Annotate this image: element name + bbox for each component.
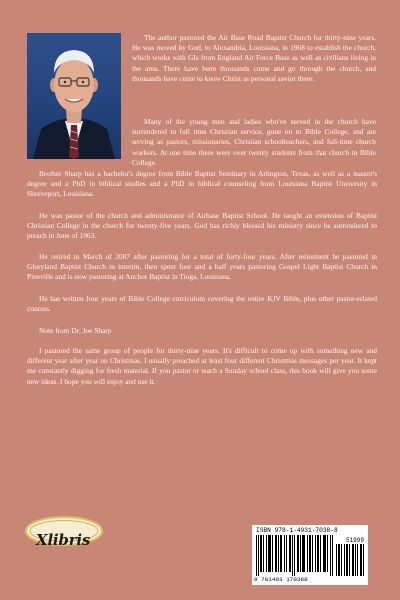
bio-paragraph-4: He was pastor of the church and administrator of Airbase Baptist School. He taught an extension of Baptist Christian College in the church for twenty-five years. God has richly blessed his ministry since he surrendered to preach in June of 1963. xyxy=(27,211,377,241)
price-addon-bars xyxy=(336,544,364,576)
isbn-barcode xyxy=(252,525,368,585)
price-code: 51999 xyxy=(345,537,364,544)
author-photo xyxy=(27,33,121,159)
bio-paragraph-6: He has written four years of Bible College curriculum covering the entire KJV Bible, plus other pastor-related courses. xyxy=(27,294,377,314)
note-text: I pastored the same group of people for thirty-nine years. It's difficult to come up with something new and different year after year on Christmas. I usually preached at least four different Christmas messages per year. It kept me constantly digging for fresh material. If you pastor or teach a Sunday school class, this book will give you some new ideas. I hope you will enjoy and use it. xyxy=(27,346,377,386)
author-portrait-image xyxy=(27,33,121,159)
ean-barcode-bars xyxy=(256,535,334,576)
bio-paragraph-1: The author pastored the Air Base Road Baptist Church for thirty-nine years. He was moved by God, to Alexandria, Louisiana, in 1968 to establish the church, which works with GIs from England Air Force Base as well as civilians living in the area. There have been thousands come and go through the church, and thousands have come to know Christ as personal savior there. xyxy=(132,33,376,83)
note-heading: Note from Dr. Joe Sharp xyxy=(39,326,112,335)
isbn-label: ISBN 978-1-4931-7038-8 xyxy=(256,527,338,534)
ean-digits: 9 781493 170388 xyxy=(254,576,308,583)
bio-paragraph-2: Many of the young men and ladies who've served in the church have surrendered to full time Christian service, gone on to Bible College, and are serving as pastors, missionaries, Christian schoolteachers, and full-time church workers. At one time there were over twenty students from that church in Bible College. xyxy=(132,117,376,167)
bio-paragraph-5: He retired in March of 2007 after pastoring for a total of forty-four years. After retirement he pastored in Gloryland Baptist Church in interim, then spent four and a half years pastoring Gospel Light Baptist Church in Pineville and is now pastoring at Anchor Baptist in Tioga, Louisiana. xyxy=(27,252,377,282)
publisher-logo-text: Xlibris xyxy=(36,531,91,549)
bio-paragraph-3: Brother Sharp has a bachelor's degree from Bible Baptist Seminary in Arlington, Texas, as well as a master's degree and a PhD in biblical studies and a PhD in biblical counseling from Louisiana Baptist University in Shreveport, Louisiana. xyxy=(27,169,377,199)
